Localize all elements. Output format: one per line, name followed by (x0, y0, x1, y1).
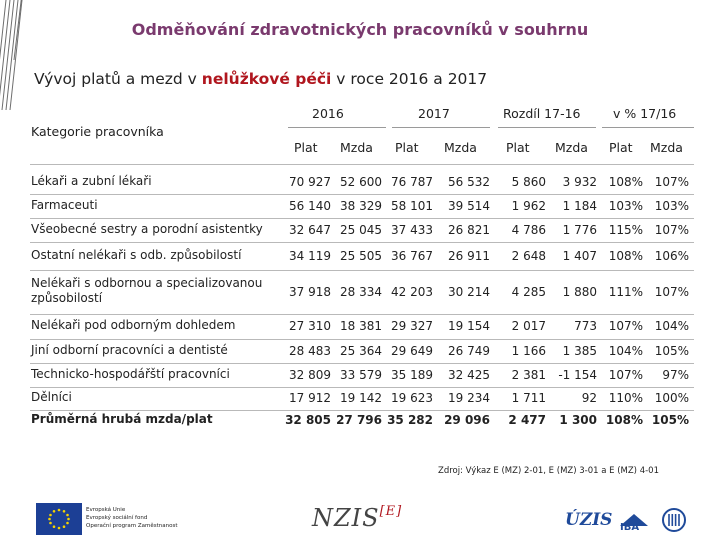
table-cell: 104% (654, 319, 689, 333)
footer-logos (0, 480, 720, 540)
table-cell: 106% (654, 248, 689, 263)
header-divider (498, 127, 596, 128)
table-cell: 30 214 (448, 284, 490, 299)
table-cell: 1 300 (559, 412, 597, 427)
table-cell: 32 805 (285, 412, 331, 427)
table-cell: 1 880 (562, 284, 597, 299)
table-cell: 35 282 (387, 412, 433, 427)
header-group-diff: Rozdíl 17-16 (503, 106, 581, 121)
header-sub-mzda-pct: Mzda (650, 140, 683, 155)
table-cell: 33 579 (340, 367, 382, 382)
header-sub-plat-diff: Plat (506, 140, 530, 155)
table-cell: 5 860 (511, 174, 546, 189)
row-label: Farmaceuti (31, 197, 98, 212)
table-cell: 19 234 (448, 391, 490, 405)
table-cell: 26 821 (448, 222, 490, 237)
table-cell: 27 310 (289, 319, 331, 333)
table-cell: 26 749 (448, 343, 490, 358)
table-cell: 76 787 (391, 174, 433, 189)
header-group-2017: 2017 (418, 106, 450, 121)
table-cell: 4 786 (511, 222, 546, 237)
row-label: Průměrná hrubá mzda/plat (31, 411, 213, 426)
row-separator (30, 218, 694, 219)
table-cell: 36 767 (391, 248, 433, 263)
table-cell: 108% (608, 174, 643, 189)
table-cell: 19 142 (340, 391, 382, 405)
uzis-logo: ÚZIS (565, 510, 613, 530)
table-cell: 110% (608, 391, 643, 405)
table-cell: 37 433 (391, 222, 433, 237)
row-label: Nelékaři pod odborným dohledem (31, 318, 236, 332)
header-group-pct: v % 17/16 (613, 106, 677, 121)
table-cell: 56 140 (289, 198, 331, 213)
table-cell: 58 101 (391, 198, 433, 213)
table-cell: 32 647 (289, 222, 331, 237)
eu-flag-icon (36, 503, 82, 535)
table-cell: 1 962 (511, 198, 546, 213)
table-cell: 3 932 (562, 174, 597, 189)
table-cell: 19 154 (448, 319, 490, 333)
table-cell: 28 483 (289, 343, 331, 358)
table-cell: 1 711 (511, 391, 546, 405)
table-cell: 92 (581, 391, 597, 405)
table-cell: 29 327 (391, 319, 433, 333)
row-label: Lékaři a zubní lékaři (31, 173, 152, 188)
header-sub-mzda-2016: Mzda (340, 140, 373, 155)
row-separator (30, 314, 694, 315)
table-cell: 97% (662, 367, 689, 382)
row-label: Dělníci (31, 390, 72, 404)
row-separator (30, 387, 694, 388)
table-cell: 4 285 (511, 284, 546, 299)
header-sub-plat-pct: Plat (609, 140, 633, 155)
table-cell: 18 381 (340, 319, 382, 333)
slide-title: Odměňování zdravotnických pracovníků v souhrnu (131, 20, 589, 39)
table-cell: 103% (654, 198, 689, 213)
table-cell: 108% (608, 248, 643, 263)
row-label: Jiní odborní pracovníci a dentisté (31, 342, 228, 357)
row-separator (30, 270, 694, 271)
table-cell: 107% (654, 222, 689, 237)
table-cell: 37 918 (289, 284, 331, 299)
table-cell: 103% (608, 198, 643, 213)
table-cell: 29 096 (444, 412, 490, 427)
row-separator (30, 339, 694, 340)
table-cell: 1 407 (562, 248, 597, 263)
table-subtitle: Vývoj platů a mezd v nelůžkové péči v roce 2016 a 2017 (34, 70, 488, 88)
table-cell: 107% (608, 319, 643, 333)
table-cell: 773 (574, 319, 597, 333)
iba-logo-text: IBA (620, 522, 640, 533)
header-sub-plat-2016: Plat (294, 140, 318, 155)
table-cell: 32 809 (289, 367, 331, 382)
table-cell: 25 505 (340, 248, 382, 263)
row-separator (30, 164, 694, 165)
table-cell: 104% (608, 343, 643, 358)
table-cell: 107% (654, 174, 689, 189)
table-cell: 105% (651, 412, 689, 427)
table-cell: 1 776 (562, 222, 597, 237)
table-cell: 1 166 (511, 343, 546, 358)
table-cell: 17 912 (289, 391, 331, 405)
table-cell: 108% (605, 412, 643, 427)
header-group-2016: 2016 (312, 106, 344, 121)
subtitle-highlight: nelůžkové péči (201, 70, 332, 88)
table-cell: 1 184 (562, 198, 597, 213)
header-divider (602, 127, 694, 128)
row-separator (30, 242, 694, 243)
eu-text: Evropská Unie Evropský sociální fond Operační program Zaměstnanost (86, 507, 178, 529)
row-separator (30, 363, 694, 364)
table-cell: 2 648 (511, 248, 546, 263)
table-cell: 19 623 (391, 391, 433, 405)
row-label: Technicko-hospodářští pracovníci (31, 366, 230, 381)
table-cell: 107% (654, 284, 689, 299)
table-cell: 52 600 (340, 174, 382, 189)
table-cell: 2 477 (508, 412, 546, 427)
table-cell: 27 796 (336, 412, 382, 427)
row-label: Nelékaři s odbornou a specializovanou způsobilostí (31, 276, 263, 305)
table-cell: 100% (654, 391, 689, 405)
table-cell: 1 385 (562, 343, 597, 358)
header-category: Kategorie pracovníka (31, 124, 164, 139)
table-cell: -1 154 (558, 367, 597, 382)
table-cell: 2 017 (511, 319, 546, 333)
row-label: Ostatní nelékaři s odb. způsobilostí (31, 247, 242, 262)
corner-hatch-decoration (0, 0, 26, 110)
table-cell: 39 514 (448, 198, 490, 213)
header-divider (288, 127, 386, 128)
table-cell: 107% (608, 367, 643, 382)
table-cell: 35 189 (391, 367, 433, 382)
table-cell: 34 119 (289, 248, 331, 263)
table-cell: 115% (608, 222, 643, 237)
table-cell: 25 364 (340, 343, 382, 358)
table-cell: 70 927 (289, 174, 331, 189)
table-cell: 2 381 (511, 367, 546, 382)
table-cell: 42 203 (391, 284, 433, 299)
header-divider (392, 127, 490, 128)
table-cell: 56 532 (448, 174, 490, 189)
table-cell: 32 425 (448, 367, 490, 382)
row-separator (30, 194, 694, 195)
row-label: Všeobecné sestry a porodní asistentky (31, 221, 263, 236)
muni-logo-icon (662, 506, 686, 534)
source-note: Zdroj: Výkaz E (MZ) 2-01, E (MZ) 3-01 a E (MZ) 4-01 (438, 466, 659, 476)
table-cell: 111% (608, 284, 643, 299)
table-cell: 28 334 (340, 284, 382, 299)
table-cell: 105% (654, 343, 689, 358)
table-cell: 29 649 (391, 343, 433, 358)
table-cell: 26 911 (448, 248, 490, 263)
nzis-logo: NZIS[E] (312, 504, 403, 532)
header-sub-mzda-diff: Mzda (555, 140, 588, 155)
table-cell: 25 045 (340, 222, 382, 237)
table-cell: 38 329 (340, 198, 382, 213)
header-sub-mzda-2017: Mzda (444, 140, 477, 155)
header-sub-plat-2017: Plat (395, 140, 419, 155)
